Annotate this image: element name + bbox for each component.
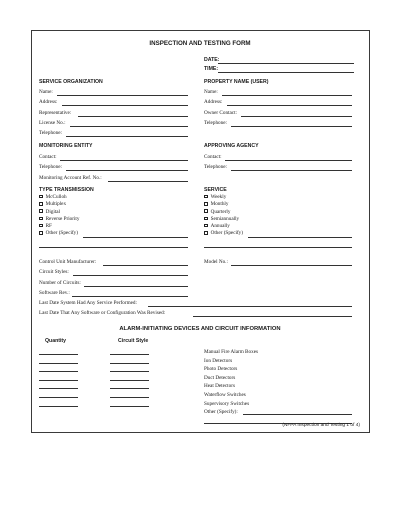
type-transmission-heading: TYPE TRANSMISSION — [39, 187, 94, 193]
form-title: INSPECTION AND TESTING FORM — [149, 40, 251, 47]
property-address-label: Address: — [204, 99, 223, 105]
quantity-field[interactable] — [39, 380, 78, 381]
monitoring-account-field[interactable] — [108, 181, 188, 182]
checkbox[interactable] — [39, 209, 43, 213]
circuit-style-field[interactable] — [110, 371, 149, 372]
transmission-other-field-2[interactable] — [39, 247, 188, 248]
form-page — [31, 30, 370, 433]
approving-contact-label: Contact: — [204, 154, 222, 160]
model-number-label: Model No.: — [204, 259, 228, 265]
service-org-license-label: License No.: — [39, 120, 66, 126]
transmission-option[interactable]: RF — [39, 223, 79, 230]
checkbox[interactable] — [204, 217, 208, 221]
device-label: Ion Detectors — [204, 357, 233, 364]
transmission-option[interactable]: Multiplex — [39, 201, 79, 208]
service-option[interactable]: Annually — [204, 223, 243, 230]
last-service-label: Last Date System Had Any Service Performed: — [39, 300, 137, 306]
checkbox[interactable] — [204, 209, 208, 213]
device-label: Other (Specify): — [204, 409, 238, 416]
service-option[interactable]: Semiannually — [204, 216, 243, 223]
service-org-name-field[interactable] — [57, 95, 188, 96]
service-option[interactable]: Other (Specify) — [204, 230, 243, 237]
number-of-circuits-field[interactable] — [84, 286, 188, 287]
checkbox[interactable] — [204, 202, 208, 206]
circuit-style-field[interactable] — [110, 397, 149, 398]
time-label: TIME: — [204, 66, 219, 72]
approving-agency-heading: APPROVING AGENCY — [204, 143, 259, 149]
service-org-address-label: Address: — [39, 99, 58, 105]
property-owner-contact-field[interactable] — [241, 116, 352, 117]
circuit-style-field[interactable] — [110, 388, 149, 389]
service-organization-heading: SERVICE ORGANIZATION — [39, 79, 103, 85]
circuit-styles-label: Circuit Styles: — [39, 269, 69, 275]
service-other-field[interactable] — [248, 237, 352, 238]
checkbox[interactable] — [39, 217, 43, 221]
alarm-devices-heading: ALARM-INITIATING DEVICES AND CIRCUIT INFORMATION — [119, 326, 281, 332]
monitoring-account-label: Monitoring Account Ref. No.: — [39, 175, 102, 181]
monitoring-telephone-field[interactable] — [66, 170, 188, 171]
property-name-label: Name: — [204, 89, 218, 95]
date-field[interactable] — [218, 63, 354, 64]
model-number-field[interactable] — [231, 265, 352, 266]
circuit-style-column-header: Circuit Style — [118, 338, 149, 344]
last-software-revision-label: Last Date That Any Software or Configuration Was Revised: — [39, 310, 166, 316]
property-name-heading: PROPERTY NAME (USER) — [204, 79, 269, 85]
device-label: Manual Fire Alarm Boxes — [204, 349, 259, 355]
footer-reference: (NFPA Inspection and Testing 1 of 4) — [282, 423, 360, 428]
transmission-option[interactable]: Reverse Priority — [39, 216, 79, 223]
time-field[interactable] — [218, 72, 354, 73]
service-heading: SERVICE — [204, 187, 227, 193]
service-org-license-field[interactable] — [70, 126, 188, 127]
control-manufacturer-label: Control Unit Manufacturer: — [39, 259, 97, 265]
device-label: Waterflow Switches — [204, 392, 246, 398]
device-other-field[interactable] — [243, 414, 352, 415]
transmission-other-field[interactable] — [83, 237, 188, 238]
service-options — [204, 194, 243, 238]
service-option[interactable]: Weekly — [204, 194, 243, 201]
checkbox[interactable] — [39, 224, 43, 228]
monitoring-telephone-label: Telephone: — [39, 164, 62, 170]
approving-telephone-label: Telephone: — [204, 164, 227, 170]
quantity-field[interactable] — [39, 363, 78, 364]
monitoring-contact-label: Contact: — [39, 154, 57, 160]
circuit-style-field[interactable] — [110, 354, 149, 355]
date-label: DATE: — [204, 57, 220, 63]
quantity-field[interactable] — [39, 354, 78, 355]
service-option[interactable]: Monthly — [204, 201, 243, 208]
quantity-field[interactable] — [39, 397, 78, 398]
circuit-style-field[interactable] — [110, 363, 149, 364]
property-name-field[interactable] — [222, 95, 352, 96]
software-rev-label: Software Rev.: — [39, 290, 70, 296]
last-software-revision-field[interactable] — [193, 316, 352, 317]
checkbox[interactable] — [204, 224, 208, 228]
property-owner-contact-label: Owner Contact: — [204, 110, 237, 116]
monitoring-entity-heading: MONITORING ENTITY — [39, 143, 93, 149]
control-manufacturer-field[interactable] — [103, 265, 188, 266]
service-org-representative-field[interactable] — [78, 116, 188, 117]
approving-telephone-field[interactable] — [231, 170, 352, 171]
number-of-circuits-label: Number of Circuits: — [39, 280, 81, 286]
transmission-option[interactable]: McCulloh — [39, 194, 79, 201]
service-org-telephone-label: Telephone: — [39, 130, 62, 136]
transmission-option[interactable]: Digital — [39, 209, 79, 216]
circuit-style-field[interactable] — [110, 380, 149, 381]
circuit-style-field[interactable] — [110, 406, 149, 407]
service-org-telephone-field[interactable] — [66, 136, 188, 137]
service-other-field-2[interactable] — [204, 247, 352, 248]
circuit-styles-field[interactable] — [73, 275, 188, 276]
device-label: Duct Detectors — [204, 374, 236, 381]
quantity-field[interactable] — [39, 406, 78, 407]
device-label: Photo Detectors — [204, 366, 238, 373]
service-org-address-field[interactable] — [62, 105, 188, 106]
monitoring-contact-field[interactable] — [60, 160, 188, 161]
service-option[interactable]: Quarterly — [204, 209, 243, 216]
property-telephone-label: Telephone: — [204, 120, 227, 126]
last-service-field[interactable] — [148, 306, 352, 307]
approving-contact-field[interactable] — [225, 160, 352, 161]
software-rev-field[interactable] — [72, 296, 188, 297]
checkbox[interactable] — [39, 195, 43, 199]
quantity-column-header: Quantity — [45, 338, 67, 344]
service-org-representative-label: Representative: — [39, 110, 72, 116]
device-label: Supervisory Switches — [204, 400, 250, 407]
device-label: Heat Detectors — [204, 383, 235, 390]
quantity-field[interactable] — [39, 388, 78, 389]
property-telephone-field[interactable] — [231, 126, 352, 127]
property-address-field[interactable] — [227, 105, 352, 106]
checkbox[interactable] — [204, 195, 208, 199]
checkbox[interactable] — [39, 202, 43, 206]
service-org-name-label: Name: — [39, 89, 53, 95]
checkbox[interactable] — [39, 231, 43, 235]
quantity-field[interactable] — [39, 371, 78, 372]
transmission-options — [39, 194, 79, 238]
transmission-option[interactable]: Other (Specify) — [39, 230, 79, 237]
checkbox[interactable] — [204, 231, 208, 235]
